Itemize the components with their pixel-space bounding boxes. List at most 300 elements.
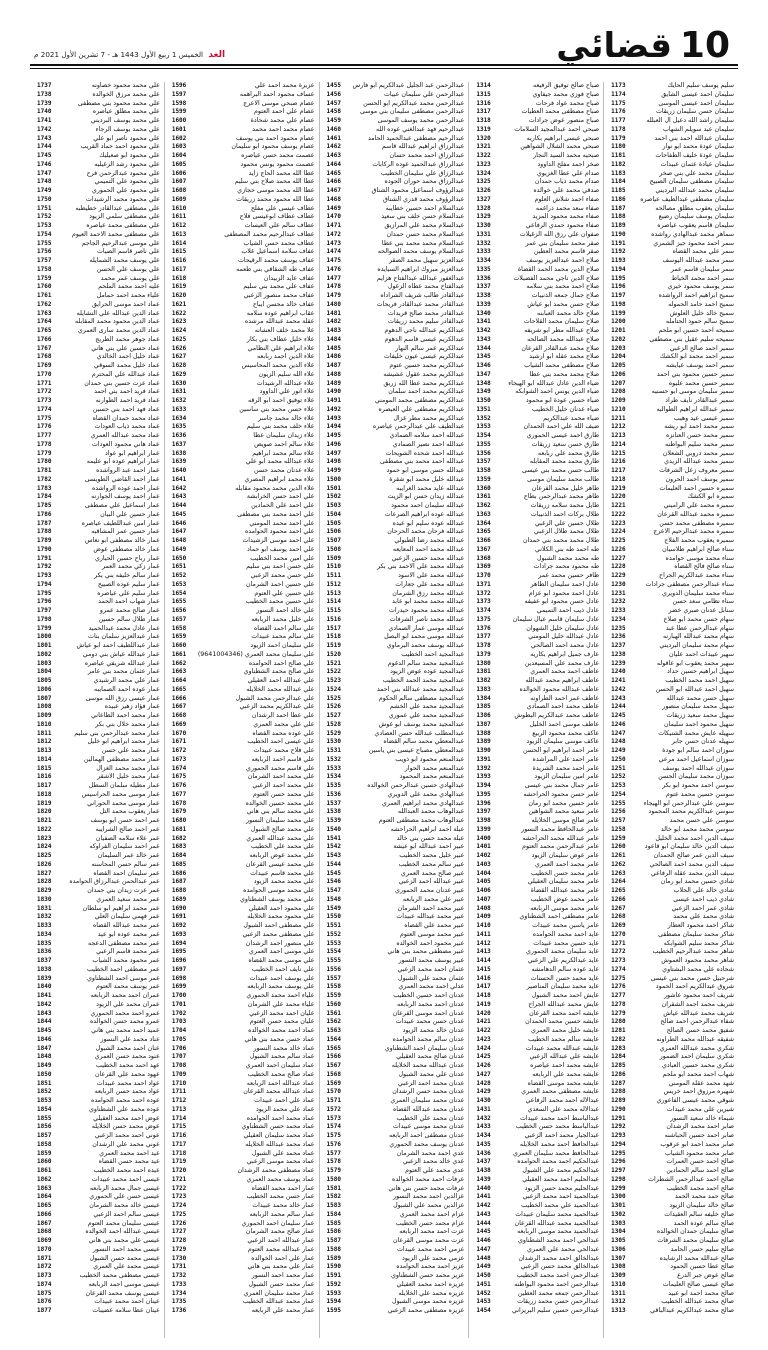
entry-number: 1859 [37,1149,52,1157]
list-item [473,345,599,354]
person-name: عبدالكريم عيسى عيون خليفات [383,353,465,361]
entry-number: 1860 [37,1158,52,1166]
list-item [169,450,315,459]
list-item [324,458,465,467]
person-name: علي ناصر قاسم الصيات [96,248,160,256]
list-item [169,966,315,975]
person-name: سهيله عايش محمد الشنيكات [658,729,734,737]
entry-number: 1263 [611,869,626,877]
person-name: شيرين علي محمد عبيدات [666,1105,734,1113]
person-name: علي موسى احمد العمري [248,948,315,956]
entry-number: 1412 [476,939,491,947]
person-name: عماد محمد سليمان العقيلي [243,1132,315,1139]
list-item [169,808,315,817]
entry-number: 1262 [611,860,626,868]
person-name: عبدالحميد محمد موسى الربابعه [517,1228,600,1236]
person-name: عبدالرحمن جمعه محمد العطين [517,1289,600,1297]
list-item [169,327,315,336]
list-item [34,1202,160,1211]
entry-number: 1606 [171,169,187,177]
entry-number: 1410 [476,922,491,929]
person-name: عامر عوض سليمان الزيود [531,852,600,859]
entry-number: 1482 [326,318,341,326]
entry-number: 1319 [476,125,491,133]
list-item [473,1053,599,1062]
entry-number: 1675 [171,773,187,781]
entry-number: 1766 [37,335,52,343]
list-item [608,485,734,494]
person-name: شحاده علي محمد البشتاوي [662,965,734,973]
entry-number: 1288 [611,1088,626,1096]
person-name: علياء محمد علي الشرمان [247,1000,315,1008]
list-item [324,406,465,415]
list-item [169,511,315,520]
person-name: عبير يوسف محمد النسور [398,957,465,964]
person-name: عبدالقادر سليم محمد زريقات [388,318,465,326]
entry-number: 1830 [37,895,52,903]
list-item [608,642,734,651]
entry-number: 1836 [37,948,52,956]
person-name: عمار عبدالله عياش بني دومي [82,650,160,658]
person-name: ضياء الدين عادل عبدالله ابو الهيجاء [508,379,600,387]
entry-number: 1622 [171,309,187,317]
entry-number: 1554 [326,948,341,956]
entry-number: 1730 [171,1254,187,1262]
entry-number: 1833 [37,922,52,929]
list-item [34,1150,160,1159]
person-name: عدنان حسن محمد عبيدات [395,1018,465,1026]
list-item [34,905,160,914]
person-name: علي صالح محمد الشطناوي [243,668,315,676]
entry-number: 1754 [37,230,52,238]
entry-number: 1695 [171,948,187,956]
person-name: عمار خالد محمد عبيدات [252,1202,315,1209]
list-item [473,275,599,284]
entry-number: 1567 [326,1062,341,1069]
entry-number: 1559 [326,992,341,999]
list-item [473,283,599,292]
entry-number: 1490 [326,388,341,396]
list-item [34,1307,160,1316]
list-item [473,975,599,984]
entry-number: 1643 [171,493,187,501]
person-name: عايد احمد محمد الحوامده [532,930,600,938]
list-item [169,345,315,354]
list-item [608,563,734,572]
list-item [169,1132,315,1141]
entry-number: 1574 [326,1123,341,1131]
person-name: عمار محمد محمد الغزال [96,764,160,772]
list-item [608,292,734,301]
person-name: عبدالله احمد نصير الصمادي [392,440,465,448]
person-name: عمر خالد عمر السليمان [97,852,160,859]
person-name: عماد فريد احمد الطوارنه [95,397,160,404]
person-name: طاهر خليل محمد القرعان [531,484,600,492]
entry-number: 1831 [37,904,52,912]
person-name: عماد احمد محمد الخوالده [248,1027,315,1034]
list-item [608,957,734,966]
person-name: عمر علاء سلامه الصفيان [95,834,160,842]
list-item [34,992,160,1001]
entry-number: 1258 [611,825,626,833]
list-item [34,948,160,957]
person-name: عامر عبدالله محمد الحراحشه [522,834,600,842]
entry-number: 1423 [476,1035,491,1043]
list-item [34,957,160,966]
list-item [608,222,734,231]
person-name: عايشه مصطفى محمد العمري [521,1088,600,1096]
person-name: صابر محمد محمود الشياب [664,1149,734,1157]
list-item [34,791,160,800]
list-item [608,537,734,546]
person-name: عزيزه محمد موسى الشبول [392,1298,465,1306]
list-item [473,633,599,642]
person-name: عوض احمد محمد العقيلي [93,1114,160,1122]
list-item [34,502,160,511]
entry-number: 1181 [611,152,626,159]
entry-number: 1206 [611,370,626,378]
list-item [169,1202,315,1211]
person-name: عبدالله محمد محمد ابو عابد [391,598,465,606]
list-item [473,1185,599,1194]
entry-number: 1253 [611,782,626,789]
entry-number: 1784 [37,493,52,501]
entry-number: 1393 [476,773,491,781]
person-name: سمر سليمان قاسم عمر [670,265,734,273]
list-item [473,353,599,362]
entry-number: 1839 [37,974,52,982]
entry-number: 1480 [326,300,341,308]
person-name: عيد احمد محمد العمري [99,1149,160,1157]
list-item [473,1018,599,1027]
entry-number: 1475 [326,257,341,264]
entry-number: 1767 [37,344,52,352]
person-name: عمار عبدالله احمد الزعبي [247,1237,315,1244]
person-name: علي عيسى احمد الخطيب [247,738,315,746]
list-item [324,502,465,511]
person-name: عوني احمد محمد الزعبي [94,1132,160,1139]
person-name: عمر موسى احمد الشطناوي [86,974,160,982]
list-item [473,660,599,669]
list-item [608,336,734,345]
person-name: طارق محمد علي ربابعه [537,449,600,457]
person-name: عطاف سالم علي العيسات [244,222,315,229]
person-name: عطاف محمد حسن الشياب [243,239,315,247]
entry-number: 1300 [611,1193,626,1201]
entry-number: 1320 [476,134,491,142]
list-item [324,1088,465,1097]
list-item [34,152,160,161]
person-name: عبير محمد عبدالله عبيدات [396,913,465,921]
entry-number: 1728 [171,1237,187,1244]
list-item [324,922,465,931]
person-name: عطاف عطاف ابوعيسى فلاح [239,213,315,221]
person-name: طه محمود محمد جرادات [533,563,600,571]
person-name: شرحبيل حسن محمد بني عيسى [650,974,734,982]
list-item [473,327,599,336]
person-name: عمار عبدالله شريفي عياصره [84,659,160,667]
entry-number: 1571 [326,1097,341,1104]
list-item [608,511,734,520]
entry-number: 1238 [611,650,626,658]
person-name: عبدالحكيم محمد علي الشبول [522,1167,600,1174]
list-item [473,1167,599,1176]
entry-number: 1608 [171,187,187,194]
list-item [169,887,315,896]
list-item [169,940,315,949]
list-item [324,318,465,327]
entry-number: 1498 [326,458,341,466]
entry-number: 1557 [326,974,341,982]
list-item [608,1027,734,1036]
person-name: علي محمود ناصر ابو علي [93,134,160,142]
entry-number: 1597 [171,90,187,98]
list-item [473,108,599,117]
list-item [169,651,315,660]
person-name: عاطف عبدالله محمود الخوالده [519,685,600,693]
list-item [608,1071,734,1080]
person-name: عايشه محمد موسى القضاه [527,1079,600,1087]
person-name: شادي محمد علي محمد [673,913,734,921]
entry-number: 1652 [171,572,187,579]
entry-number: 1500 [326,475,341,483]
person-name: عماد مصطفى محمد الرشدان [237,1167,315,1174]
entry-number: 1234 [611,615,626,623]
entry-number: 1679 [171,808,187,816]
entry-number: 1515 [326,607,341,614]
person-name: عمار زكي محمد العمر [101,563,160,571]
person-name: عمار سليم عوده الصبيح [97,580,160,588]
person-name: عزام احمد محمد العمري [399,1210,465,1218]
entry-number: 1779 [37,449,52,457]
person-name: صلاح سليمان محمد القلاحات [523,318,600,326]
person-name: عدنان احمد محمد الربابعه [397,1000,465,1008]
list-item [34,1045,160,1054]
list-item [169,441,315,450]
list-item [608,625,734,634]
entry-number: 1199 [611,309,626,317]
entry-number: 1350 [476,397,491,404]
entry-number: 1460 [326,125,341,133]
person-name: سميره محمد عبدالرحيم الاعرج [653,528,734,536]
list-item [169,765,315,774]
list-item [608,782,734,791]
entry-number: 1670 [171,729,187,737]
person-name: عبير محمد علي القضاه [404,922,465,929]
person-name: صلاح مصطفى محمد الشياب [524,362,600,369]
entry-number: 1430 [476,1097,491,1104]
person-name: علي محمد قاسم عبيدات [250,869,315,877]
list-item [473,1062,599,1071]
person-name: عماد حسن محمد بني هاني [244,1035,315,1043]
list-item [169,397,315,406]
list-item [34,1115,160,1124]
person-name: عزام محمد حسن الخطيب [395,1219,465,1227]
list-item [324,292,465,301]
entry-number: 1237 [611,642,626,649]
entry-number: 1489 [326,379,341,387]
person-name: علي يوسف احمد عبيدات [249,974,315,982]
entry-number: 1223 [611,519,626,527]
list-item [34,1097,160,1106]
list-item [608,870,734,879]
list-item [34,607,160,616]
entry-number: 1618 [171,274,187,282]
entry-number: 1385 [476,703,491,711]
list-item [608,388,734,397]
list-item [324,1272,465,1281]
list-item [608,747,734,756]
person-name: عماد حسين علي بني هاني [91,344,160,352]
list-item [324,1141,465,1150]
entry-number: 1232 [611,598,626,606]
person-name: صلاح حسن محمد ابو عياش [527,300,600,308]
person-name: صالح عطا حسين الحمود [670,1263,734,1271]
person-name: عصام علي محمد شحادة [250,117,315,124]
list-item [324,660,465,669]
list-item [34,178,160,187]
entry-number: 1850 [37,1070,52,1078]
list-column [319,82,469,1338]
person-name: عبدالرزاق احمد محمد حسان [389,152,465,159]
entry-number: 1693 [171,930,187,938]
entry-number: 1189 [611,222,626,229]
entry-number: 1738 [37,90,52,98]
person-name: عمر محمد سعيد العمري [96,895,160,903]
list-item [324,476,465,485]
person-name: عامر محمد احمد العمري [534,860,600,868]
person-name: علي سليمان احمد الزيود [250,642,315,649]
person-name: علي سليمان محمد العمري (9641004346) [197,650,315,658]
entry-number: 1517 [326,624,341,632]
entry-number: 1561 [326,1009,341,1017]
entry-number: 1528 [326,720,341,728]
entry-number: 1507 [326,537,341,544]
entry-number: 1280 [611,1018,626,1026]
person-name: عبير محمد احمد الشرمان [397,904,465,912]
entry-number: 1639 [171,458,187,466]
entry-number: 1487 [326,362,341,369]
list-item [608,1228,734,1237]
person-name: سمير عبدالله ابراهيم الطوالبه [656,405,734,413]
list-item [34,835,160,844]
person-name: شفيق محمد حسن الصالح [666,1027,734,1034]
list-item [608,528,734,537]
person-name: صلاح خالد محمد العبابنه [537,309,600,317]
person-name: عماد عبدالله محمد القرعان [243,1088,315,1096]
person-name: عدنان محمد احمد الزعبي [397,1079,465,1087]
list-item [34,660,160,669]
person-name: شفاء عبدالرحمن احمد صالح [660,1018,734,1026]
entry-number: 1697 [171,965,187,973]
list-item [34,1106,160,1115]
person-name: سوزان عبدالله احمد يوسف [662,764,734,772]
entry-number: 1874 [37,1280,52,1288]
person-name: علاء محمد ابراهيم المصري [244,475,315,483]
entry-number: 1534 [326,773,341,781]
list-item [34,301,160,310]
person-name: صقر محمد سليمان بني عمر [525,239,600,247]
person-name: سهام محمد سليمان البرديني [659,642,734,649]
list-item [608,660,734,669]
list-item [473,1123,599,1132]
person-name: عمار عبداللطيف احمد ابو عياش [76,642,160,649]
entry-number: 1658 [171,624,187,632]
entry-number: 1627 [171,353,187,361]
entry-number: 1533 [326,764,341,772]
person-name: عمار احمد يوسف الجوارنه [91,493,160,501]
entry-number: 1788 [37,528,52,536]
list-item [324,826,465,835]
entry-number: 1719 [171,1158,187,1166]
entry-number: 1400 [476,834,491,842]
person-name: عمار محمد عبدالرحمن بني سليم [74,729,160,737]
entry-number: 1854 [37,1105,52,1113]
entry-number: 1560 [326,1000,341,1008]
list-item [34,397,160,406]
person-name: عبدالله محمد علي الاحمد بني بكر [376,563,465,571]
list-item [608,852,734,861]
list-item [34,327,160,336]
list-item [473,581,599,590]
person-name: علي موسى محمد القضاه [248,957,315,964]
person-name: عارف جميل ابراهيم بكاريه [530,650,600,658]
list-item [169,301,315,310]
list-item [473,686,599,695]
list-item [473,773,599,782]
list-item [473,1001,599,1010]
entry-number: 1637 [171,440,187,448]
entry-number: 1428 [476,1079,491,1087]
entry-number: 1230 [611,580,626,588]
person-name: عمار احمد عبد الرواشده [96,467,160,474]
person-name: علي قاسم احمد الربابعه [251,755,315,763]
entry-number: 1789 [37,537,52,544]
person-name: عادل سليمان قاسم عيال سليمان [512,615,600,623]
entry-number: 1649 [171,545,187,553]
list-item [34,135,160,144]
person-name: عبدالحميد محمد سليمان عبيدات [515,1210,600,1218]
person-name: عبدالخالق احمد محمد الرشدان [518,1254,600,1262]
entry-number: 1494 [326,423,341,431]
entry-number: 1623 [171,318,187,326]
list-item [473,248,599,257]
person-name: سليمان راشد الله دعيل ال العبلله [646,117,734,124]
entry-number: 1840 [37,983,52,991]
entry-number: 1699 [171,983,187,991]
list-item [473,572,599,581]
list-item [34,292,160,301]
list-item [324,485,465,494]
person-name: سمير حسين محمود بني احمد [656,370,734,378]
entry-number: 1193 [611,257,626,264]
list-item [473,310,599,319]
person-name: عبدالمجيد محمد علي الخشم [389,703,465,711]
entry-number: 1248 [611,738,626,746]
list-item [169,1298,315,1307]
person-name: عبدالله عايد محمد الغرايبه [396,484,465,492]
entry-number: 1226 [611,545,626,553]
person-name: علي موسى عبدالرحيم الجاجم [81,239,160,247]
entry-number: 1668 [171,712,187,719]
person-name: عبدالكريم محمد احمد سلمان [388,388,465,396]
entry-number: 1242 [611,685,626,693]
entry-number: 1227 [611,554,626,562]
entry-number: 1735 [171,1298,187,1306]
person-name: عبدالمجيد محمد سالم الدغوم [387,659,465,667]
list-item [608,1185,734,1194]
entry-number: 1477 [326,274,341,282]
